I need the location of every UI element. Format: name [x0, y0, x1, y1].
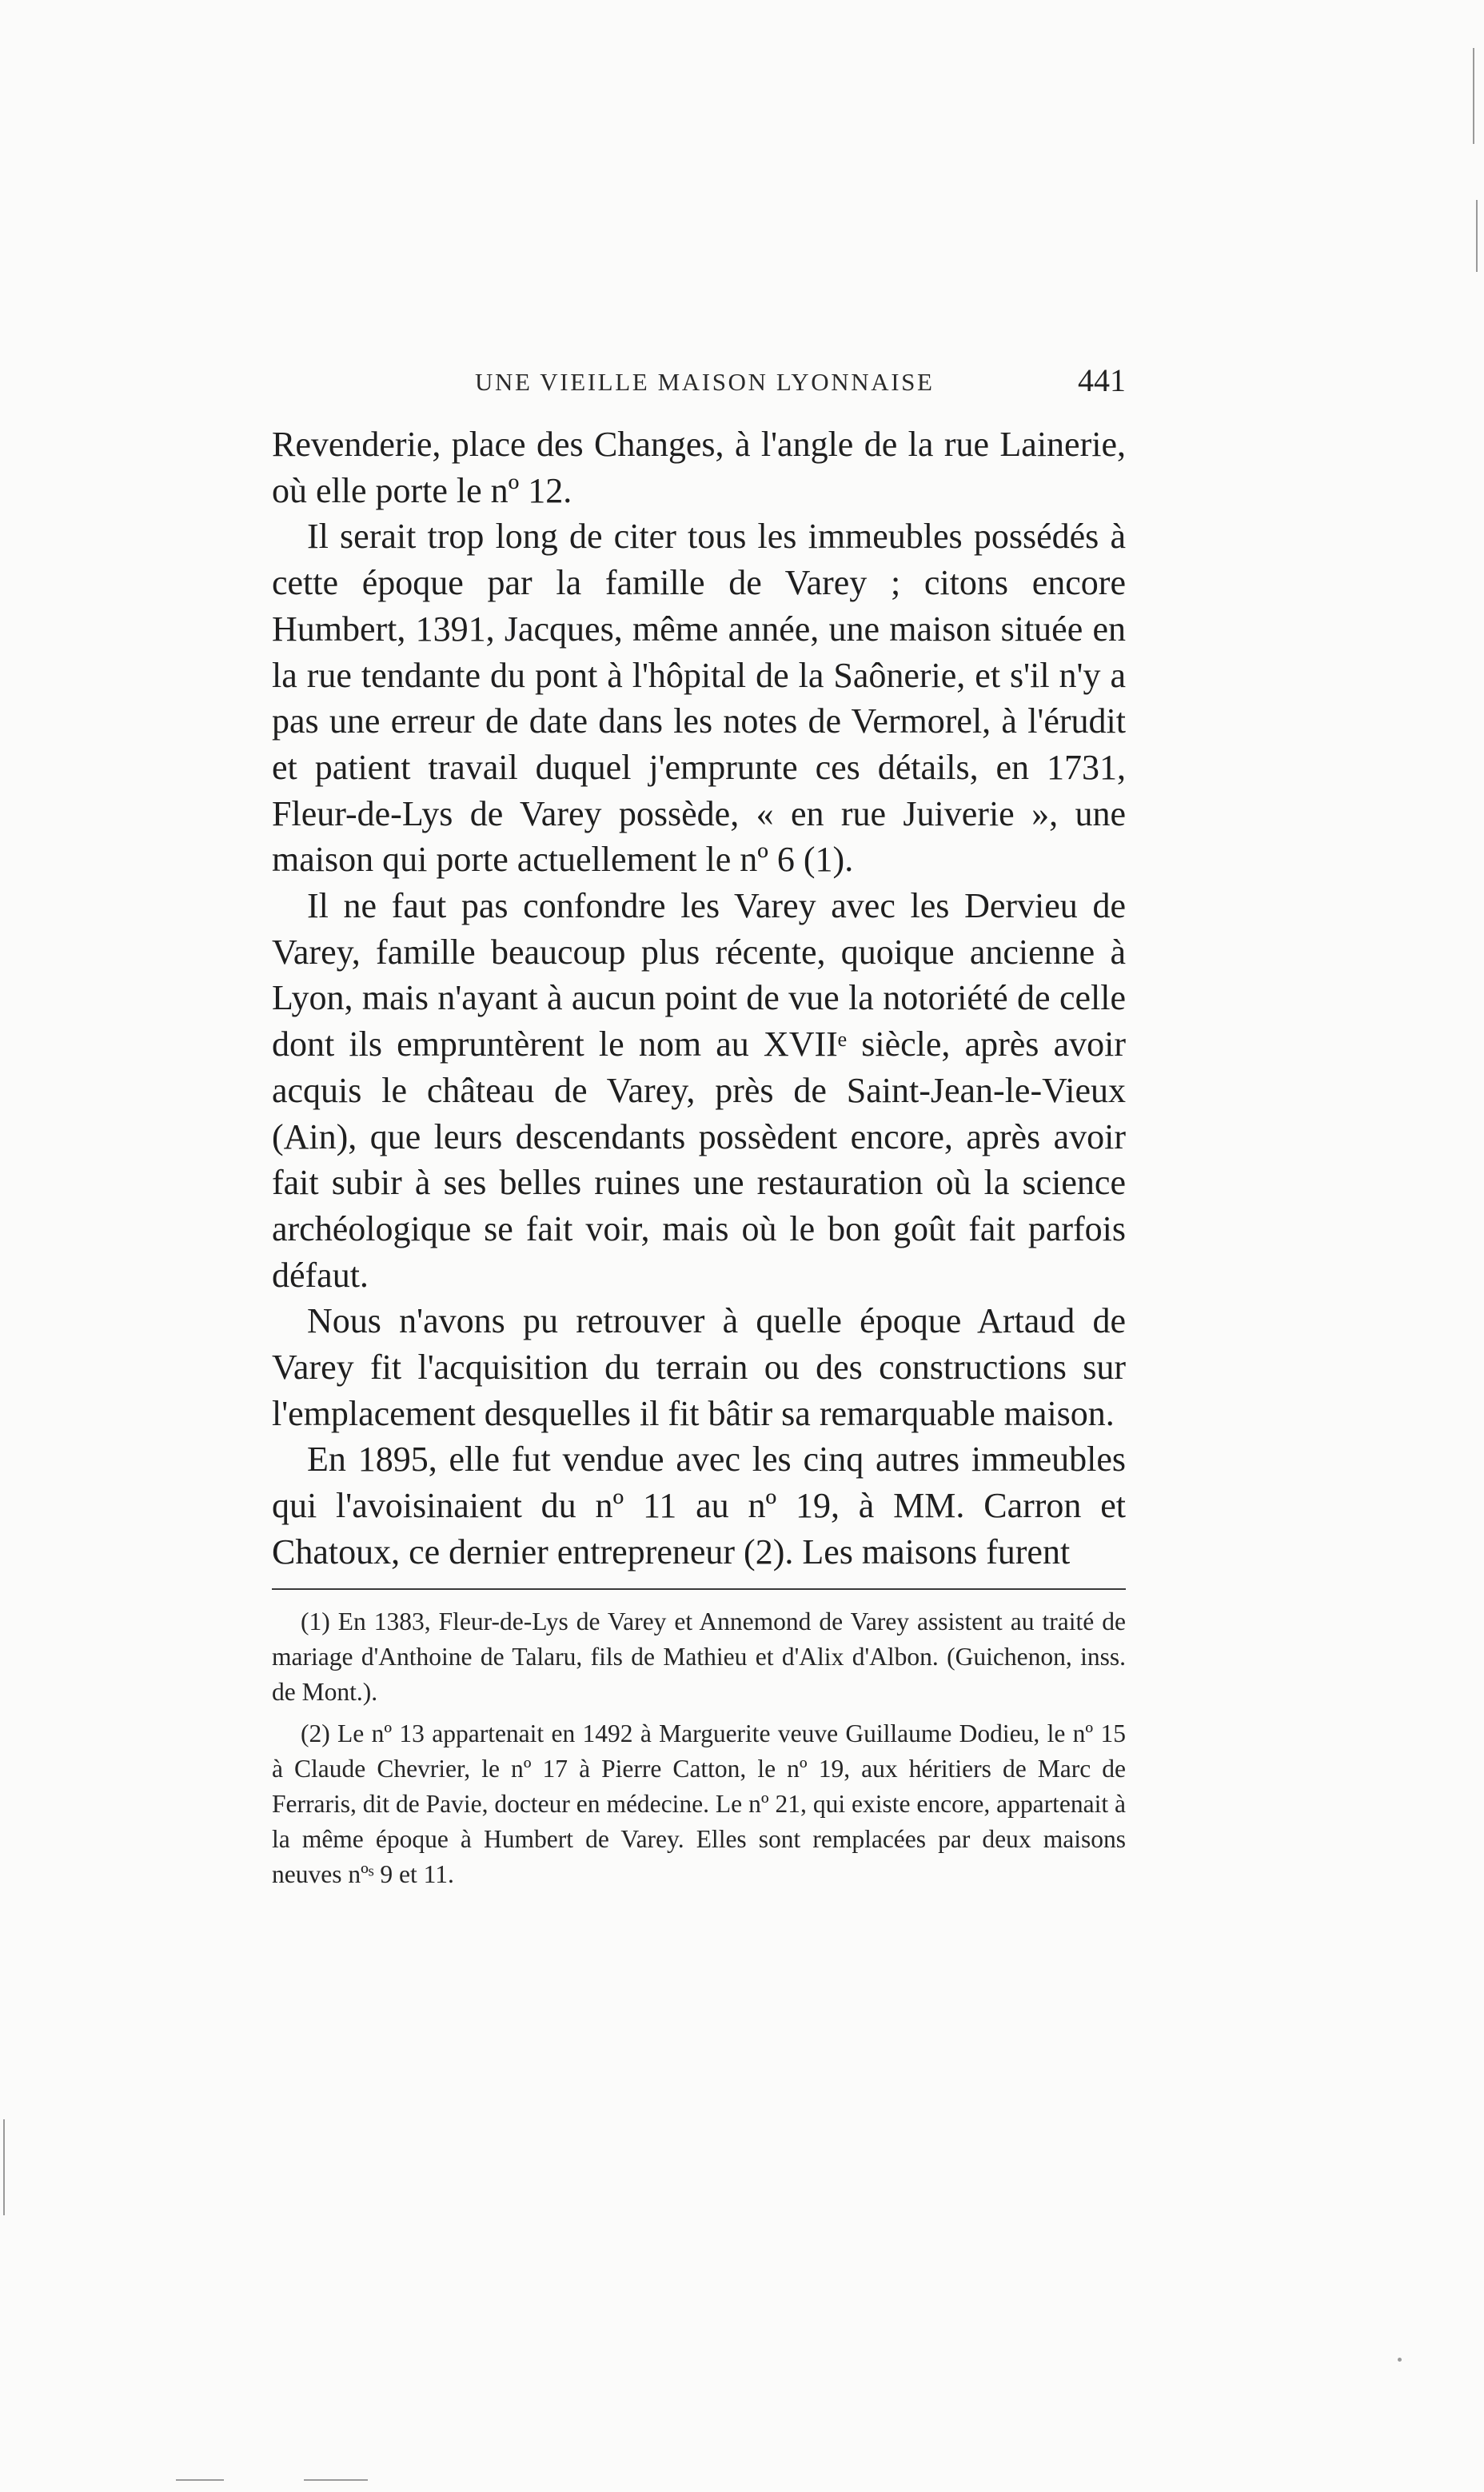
scan-mark	[1473, 48, 1474, 144]
paragraph: Il ne faut pas confondre les Varey avec les Dervieu de Varey, famille beaucoup plus récente, quoique ancienne à Lyon, mais n'ayant à aucun point de vue la notoriété de celle dont ils empruntèrent le nom au XVIIᵉ siècle, après avoir acquis le château de Varey, près de Saint-Jean-le-Vieux (Ain), que leurs descendants possèdent encore, après avoir fait subir à ses belles ruines une restauration où la science archéologique se fait voir, mais où le bon goût fait parfois défaut.	[272, 886, 1126, 1295]
footnote-separator	[272, 1588, 1126, 1590]
footnotes	[272, 1604, 1126, 1899]
page-header	[272, 361, 1126, 409]
footnote: (1) En 1383, Fleur-de-Lys de Varey et Annemond de Varey assistent au traité de mariage d'Anthoine de Talaru, fils de Mathieu et d'Alix d'Albon. (Guichenon, inss. de Mont.).	[272, 1607, 1126, 1706]
page-number: 441	[1078, 362, 1126, 398]
paragraph: Il serait trop long de citer tous les immeubles possédés à cette époque par la famille de Varey ; citons encore Humbert, 1391, Jacques, même année, une maison située en la rue tendante du pont à l'hôpital de la Saônerie, et s'il n'y a pas une erreur de date dans les notes de Vermorel, à l'érudit et patient travail duquel j'emprunte ces détails, en 1731, Fleur-de-Lys de Varey possède, « en rue Juiverie », une maison qui porte actuellement le nº 6 (1).	[272, 517, 1126, 880]
body-text	[272, 421, 1126, 1575]
footnote: (2) Le nº 13 appartenait en 1492 à Marguerite veuve Guillaume Dodieu, le nº 15 à Claude Chevrier, le nº 17 à Pierre Catton, le nº 19, aux héritiers de Marc de Ferraris, dit de Pavie, docteur en médecine. Le nº 21, qui existe encore, appartenait à la même époque à Humbert de Varey. Elles sont remplacées par deux maisons neuves nºˢ 9 et 11.	[272, 1719, 1126, 1888]
paragraph: Revenderie, place des Changes, à l'angle de la rue Lainerie, où elle porte le nº 12.	[272, 425, 1126, 510]
paragraph: Nous n'avons pu retrouver à quelle époque Artaud de Varey fit l'acquisition du terrain ou des constructions sur l'emplacement desquelles il fit bâtir sa remarquable maison.	[272, 1301, 1126, 1433]
paragraph: En 1895, elle fut vendue avec les cinq autres immeubles qui l'avoisinaient du nº 11 au nº 19, à MM. Carron et Chatoux, ce dernier entrepreneur (2). Les maisons furent	[272, 1440, 1126, 1571]
scan-mark	[1398, 2358, 1402, 2362]
scan-mark	[304, 2479, 368, 2481]
running-title: UNE VIEILLE MAISON LYONNAISE	[475, 368, 935, 396]
scan-mark	[1476, 200, 1478, 272]
scan-mark	[176, 2479, 224, 2481]
scan-mark	[3, 2119, 5, 2215]
